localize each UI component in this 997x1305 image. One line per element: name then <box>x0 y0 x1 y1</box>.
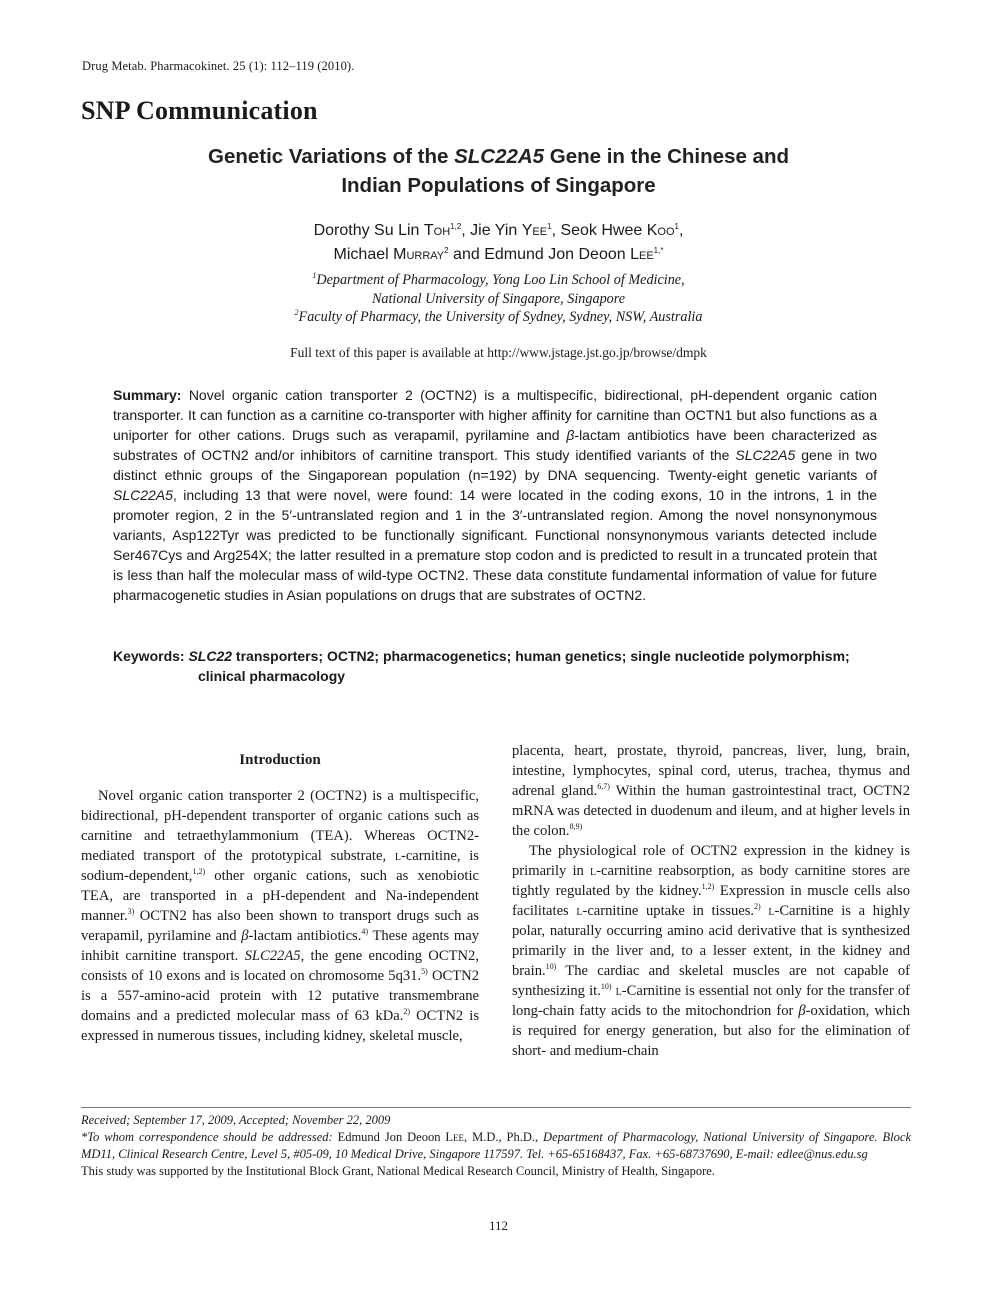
journal-reference: Drug Metab. Pharmacokinet. 25 (1): 112–119 (2010). <box>82 59 355 73</box>
keywords: Keywords: SLC22 transporters; OCTN2; pharmacogenetics; human genetics; single nucleotide polymorphism; clinical pharmacology <box>113 648 850 684</box>
received-dates: Received; September 17, 2009, Accepted; November 22, 2009 <box>81 1113 391 1127</box>
body-column-left <box>81 750 479 1046</box>
body-column-right <box>512 741 910 1061</box>
fulltext-link-note: Full text of this paper is available at http://www.jstage.jst.go.jp/browse/dmpk <box>290 345 707 360</box>
summary-label: Summary: <box>113 387 182 403</box>
summary-abstract: Summary: Novel organic cation transporter 2 (OCTN2) is a multispecific, bidirectional, pH-dependent organic cation transporter. It can function as a carnitine co-transporter with higher affinity for carnitine than OCTN1 but also functions as a uniporter for other cations. Drugs such as verapamil, pyrilamine and β-lactam antibiotics have been characterized as substrates of OCTN2 and/or inhibitors of carnitine transport. This study identified variants of the SLC22A5 gene in two distinct ethnic groups of the Singaporean population (n=192) by DNA sequencing. Twenty-eight genetic variants of SLC22A5, including 13 that were novel, were found: 14 were located in the coding exons, 10 in the introns, 1 in the promoter region, 2 in the 5′-untranslated region and 1 in the 3′-untranslated region. Among the novel nonsynonymous variants, Asp122Tyr was predicted to be functionally significant. Functional nonsynonymous variants detected include Ser467Cys and Arg254X; the latter resulted in a premature stop codon and is predicted to result in a truncated protein that is less than half the molecular mass of wild-type OCTN2. These data constitute fundamental information of value for future pharmacogenetic studies in Asian populations on drugs that are substrates of OCTN2. <box>113 387 877 603</box>
funding-note: This study was supported by the Institutional Block Grant, National Medical Research Council, Ministry of Health, Singapore. <box>81 1164 715 1178</box>
intro-paragraph-1-cont: placenta, heart, prostate, thyroid, pancreas, liver, lung, brain, intestine, lymphocytes, spinal cord, uterus, trachea, thymus and adrenal gland.$^{6,7)}$ Within the human gastrointestinal tract, OCTN2 mRNA was detected in duodenum and ileum, and at higher levels in the colon.$^{8,9)}$ <box>512 743 910 839</box>
page-number: 112 <box>488 1218 509 1233</box>
introduction-heading: Introduction <box>239 752 321 768</box>
intro-paragraph-1: Novel organic cation transporter 2 (OCTN2) is a multispecific, bidirectional, pH-dependent transporter of organic cations such as carnitine and tetraethylammonium (TEA). Whereas OCTN2-mediated transport of the prototypical substrate, l-carnitine, is sodium-dependent,$^{1,2)}$ other organic cations, such as xenobiotic TEA, are transported in a pH-dependent and Na-independent manner.$^{3)}$ OCTN2 has also been shown to transport drugs such as verapamil, pyrilamine and β-lactam antibiotics.$^{4)}$ These agents may inhibit carnitine transport. SLC22A5, the gene encoding OCTN2, consists of 10 exons and is located on chromosome 5q31.$^{5)}$ OCTN2 is a 557-amino-acid protein with 12 putative transmembrane domains and a predicted molecular mass of 63 kDa.$^{2)}$ OCTN2 is expressed in numerous tissues, including kidney, skeletal muscle, <box>81 788 480 1044</box>
title-gene-name: SLC22A5 <box>454 145 545 168</box>
affiliations: $^1$Department of Pharmacology, Yong Loo Lin School of Medicine, National University of Singapore, Singapore $^2$Faculty of Pharmacy, the University of Sydney, Sydney, NSW, Australia <box>294 271 703 325</box>
keywords-label: Keywords: <box>113 648 189 664</box>
footnotes <box>81 1112 911 1180</box>
intro-paragraph-2: The physiological role of OCTN2 expression in the kidney is primarily in l-carnitine reabsorption, as body carnitine stores are tightly regulated by the kidney.$^{1,2)}$ Expression in muscle cells also facilitates l-carnitine uptake in tissues.$^{2)}$ l-Carnitine is a highly polar, naturally occurring amino acid derivative that is synthesized primarily in the liver and, to a lesser extent, in the kidney and brain.$^{10)}$ The cardiac and skeletal muscles are not capable of synthesizing it.$^{10)}$ l-Carnitine is essential not only for the transfer of long-chain fatty acids to the mitochondrion for β-oxidation, which is required for energy generation, but also for the elimination of short- and medium-chain <box>512 843 910 1059</box>
footnote-divider <box>81 1107 911 1108</box>
article-title: Genetic Variations of the SLC22A5 Gene in the Chinese and Indian Populations of Singapore <box>208 145 789 197</box>
correspondence-note: *To whom correspondence should be addressed: Edmund Jon Deoon Lee, M.D., Ph.D., Department of Pharmacology, National University of Singapore. Block MD11, Clinical Research Centre, Level 5, #05-09, 10 Medical Drive, Singapore 117597. Tel. +65-65168437, Fax. +65-68737690, E-mail: edlee@nus.edu.sg <box>81 1130 911 1161</box>
section-type-heading: SNP Communication <box>81 96 318 125</box>
author-list: Dorothy Su Lin Toh$^{1,2}$, Jie Yin Yee$^1$, Seok Hwee Koo$^1$, Michael Murray$^2$ and Edmund Jon Deoon Lee$^{1,*}$ <box>313 222 684 263</box>
